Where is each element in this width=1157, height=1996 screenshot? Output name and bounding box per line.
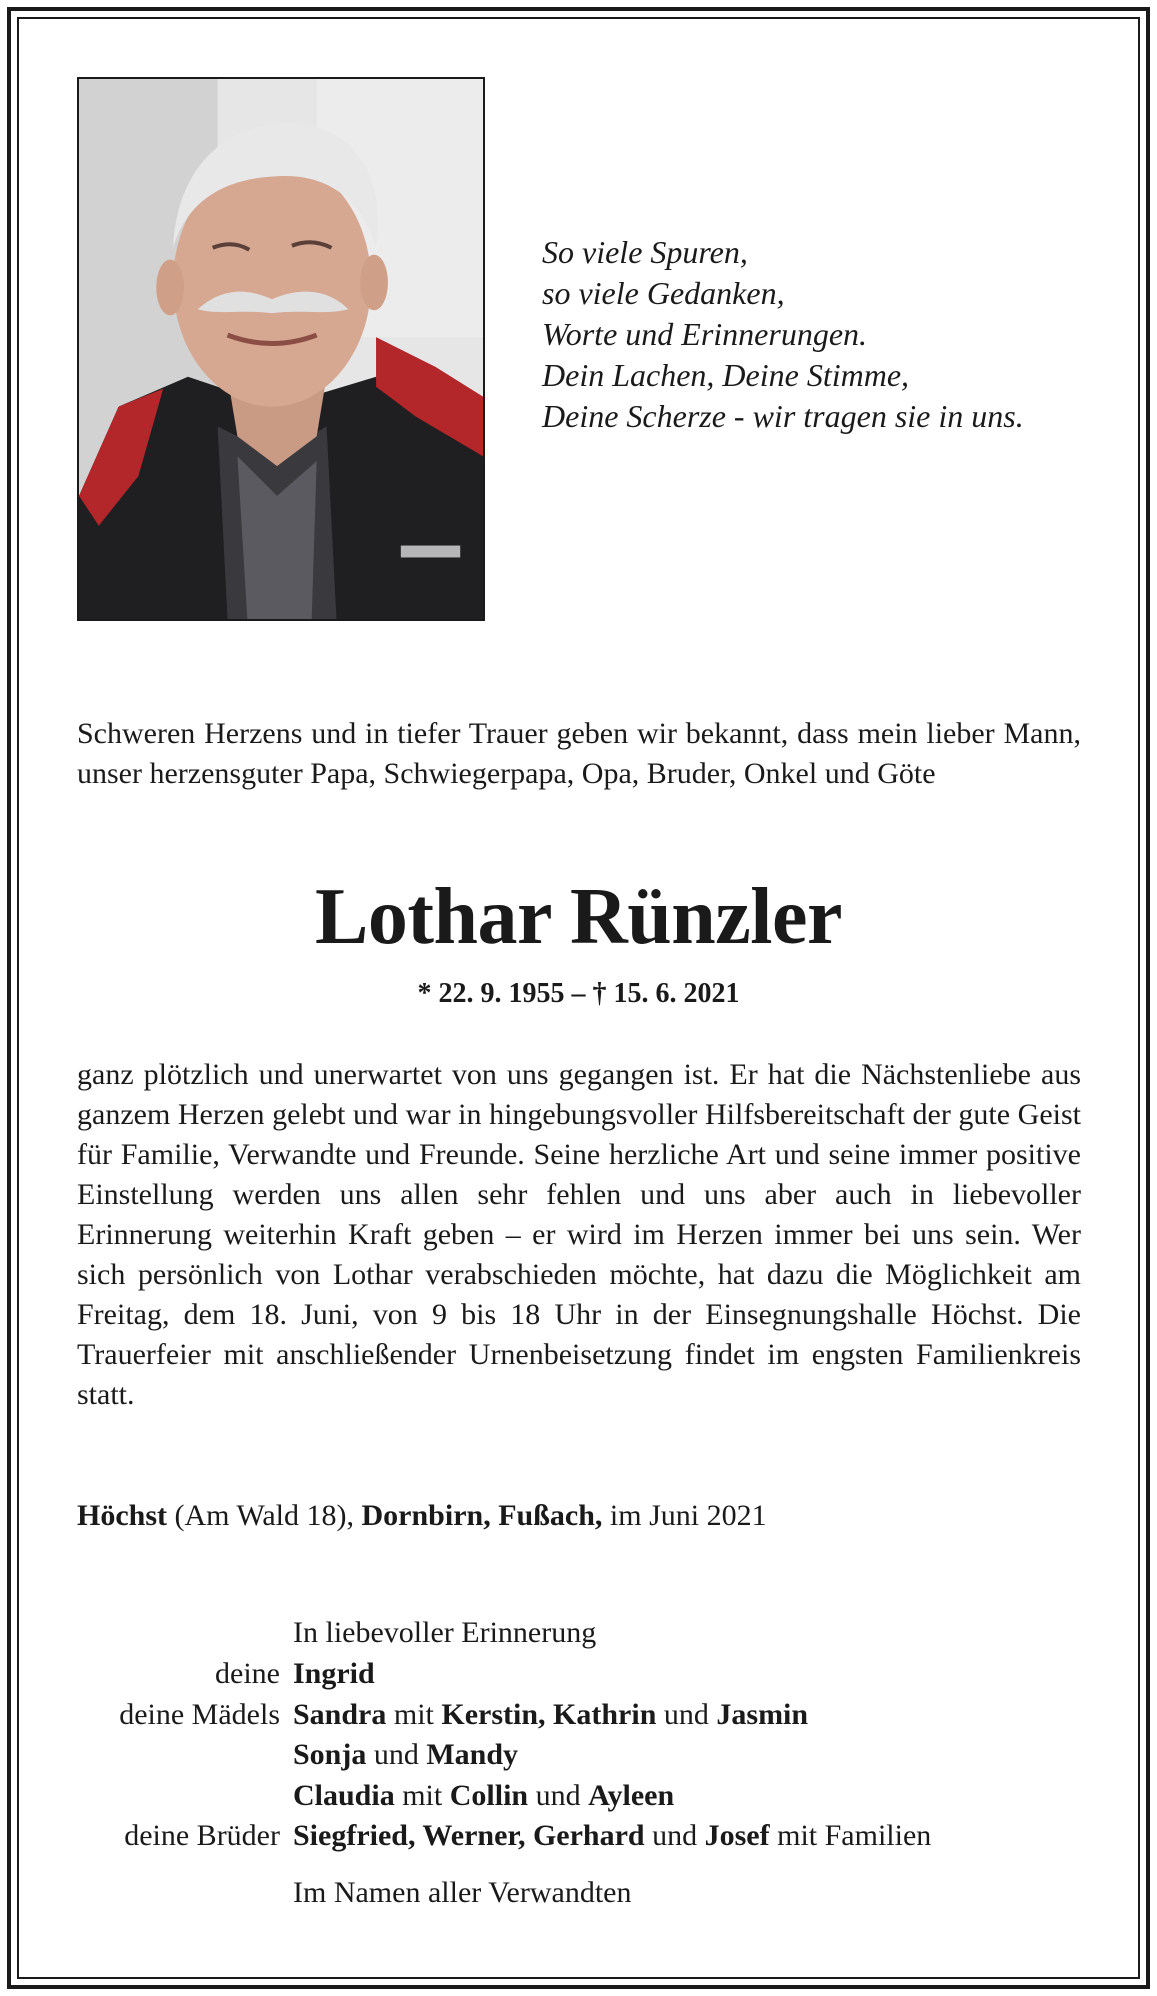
signature-row	[0, 1735, 1157, 1775]
mourner-name: Josef	[704, 1819, 770, 1852]
mourner-name: Sonja	[293, 1738, 367, 1771]
mourner-name: Kerstin, Kathrin	[441, 1697, 657, 1731]
signature-heading-row	[0, 1613, 1157, 1653]
signature-row	[0, 1654, 1157, 1694]
mourner-name: Mandy	[426, 1738, 519, 1771]
signature-relation-label: deine Brüder	[124, 1819, 280, 1852]
place-town: Höchst	[77, 1499, 167, 1532]
signature-relation-label: deine Mädels	[119, 1697, 280, 1731]
connector-text: mit Familien	[769, 1819, 932, 1852]
poem-line: Worte und Erinnerungen.	[542, 316, 868, 352]
connector-text: und	[528, 1778, 589, 1812]
signature-row	[0, 1695, 1157, 1735]
place-address: (Am Wald 18),	[167, 1499, 362, 1532]
poem-line: so viele Gedanken,	[542, 275, 785, 311]
body-paragraph: ganz plötzlich und unerwartet von uns gegangen ist. Er hat die Nächstenliebe aus ganzem Herzen gelebt und war in hingebungsvoller Hilfsbereitschaft der gute Geist für Familie, Verwandte und Freunde. Seine herzliche Art und seine immer positive Einstellung werden uns allen sehr fehlen und uns aber auch in liebevoller Erinnerung weiterhin Kraft geben – er wird im Herzen immer bei uns sein. Wer sich persönlich von Lothar verabschieden möchte, hat dazu die Möglichkeit am Freitag, dem 18. Juni, von 9 bis 18 Uhr in der Einsegnungshalle Höchst. Die Trauerfeier mit anschließender Urnenbeisetzung findet im engsten Familienkreis statt.	[77, 1058, 1081, 1411]
signature-heading: In liebevoller Erinnerung	[293, 1616, 597, 1649]
signature-relation-label: deine	[215, 1657, 280, 1690]
place-date: im Juni 2021	[602, 1499, 767, 1532]
signature-names	[293, 1735, 518, 1775]
deceased-name: Lothar Rünzler	[314, 873, 843, 961]
signature-names	[293, 1654, 375, 1694]
signature-names	[293, 1776, 674, 1816]
poem-line: Dein Lachen, Deine Stimme,	[542, 357, 910, 393]
place-date-line	[77, 1496, 767, 1536]
signature-row	[0, 1816, 1157, 1856]
poem	[542, 232, 1102, 437]
mourner-name: Ingrid	[293, 1657, 375, 1690]
connector-text: und	[656, 1697, 717, 1731]
mourner-name: Ayleen	[588, 1778, 675, 1812]
mourner-name: Claudia	[293, 1778, 395, 1812]
portrait-photo	[77, 77, 485, 621]
signature-row	[0, 1776, 1157, 1816]
poem-line: So viele Spuren,	[542, 234, 748, 270]
life-dates: * 22. 9. 1955 – † 15. 6. 2021	[417, 978, 740, 1009]
connector-text: und	[366, 1738, 427, 1771]
mourner-name: Siegfried, Werner, Gerhard	[293, 1819, 645, 1852]
poem-line: Deine Scherze - wir tragen sie in uns.	[542, 398, 1024, 434]
connector-text: mit	[386, 1697, 442, 1731]
connector-text: und	[644, 1819, 705, 1852]
mourner-name: Sandra	[293, 1697, 387, 1731]
signature-names	[293, 1695, 808, 1735]
connector-text: mit	[394, 1778, 450, 1812]
signature-closing: Im Namen aller Verwandten	[293, 1876, 632, 1909]
place-towns: Dornbirn, Fußach,	[361, 1499, 603, 1532]
signature-names	[293, 1816, 931, 1856]
mourner-name: Collin	[449, 1778, 529, 1812]
signature-closing-row	[0, 1873, 1157, 1913]
mourner-name: Jasmin	[716, 1697, 809, 1731]
intro-paragraph: Schweren Herzens und in tiefer Trauer geben wir bekannt, dass mein lieber Mann, unser herzensguter Papa, Schwiegerpapa, Opa, Bruder, Onkel und Göte	[77, 717, 1081, 790]
